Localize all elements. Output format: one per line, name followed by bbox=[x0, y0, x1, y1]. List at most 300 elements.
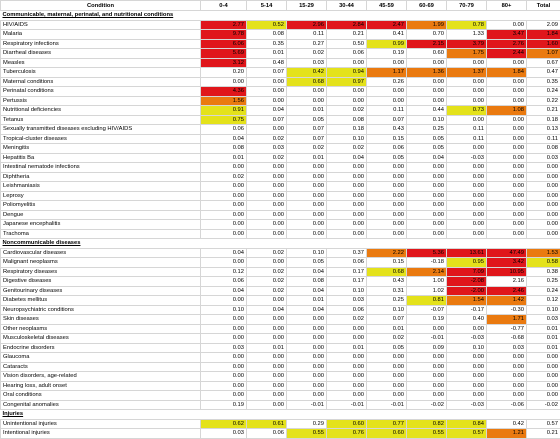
value-cell: 0.05 bbox=[287, 115, 327, 125]
condition-name: Diarrheal diseases bbox=[1, 49, 201, 59]
value-cell: 0.05 bbox=[287, 258, 327, 268]
value-cell: 0.02 bbox=[201, 172, 247, 182]
value-cell: 0.17 bbox=[327, 277, 367, 287]
value-cell: 0.03 bbox=[527, 153, 560, 163]
condition-name: Neuropsychiatric conditions bbox=[1, 305, 201, 315]
value-cell: 0.00 bbox=[201, 324, 247, 334]
table-body bbox=[1, 11, 560, 439]
value-cell: 0.04 bbox=[287, 286, 327, 296]
value-cell: 0.00 bbox=[447, 182, 487, 192]
value-cell: 0.00 bbox=[487, 191, 527, 201]
value-cell: 0.06 bbox=[327, 258, 367, 268]
column-header: 30-44 bbox=[327, 1, 367, 11]
value-cell: 0.04 bbox=[201, 248, 247, 258]
value-cell: 0.03 bbox=[487, 343, 527, 353]
value-cell: 0.08 bbox=[247, 30, 287, 40]
condition-name: Japanese encephalitis bbox=[1, 220, 201, 230]
value-cell: 0.38 bbox=[527, 267, 560, 277]
value-cell: 0.08 bbox=[287, 277, 327, 287]
value-cell: 0.00 bbox=[367, 58, 407, 68]
value-cell: 0.00 bbox=[247, 77, 287, 87]
value-cell: 0.00 bbox=[447, 372, 487, 382]
value-cell: 0.00 bbox=[487, 58, 527, 68]
value-cell: 0.00 bbox=[367, 172, 407, 182]
value-cell: 1.08 bbox=[487, 106, 527, 116]
value-cell: 0.00 bbox=[527, 210, 560, 220]
value-cell: 2.47 bbox=[367, 20, 407, 30]
value-cell: 0.00 bbox=[201, 258, 247, 268]
value-cell: 0.05 bbox=[407, 134, 447, 144]
value-cell: 1.53 bbox=[527, 248, 560, 258]
value-cell: 0.00 bbox=[487, 372, 527, 382]
value-cell: 0.68 bbox=[287, 77, 327, 87]
value-cell: 0.00 bbox=[201, 220, 247, 230]
value-cell: 0.67 bbox=[527, 58, 560, 68]
value-cell: -0.30 bbox=[487, 305, 527, 315]
value-cell: 0.95 bbox=[447, 258, 487, 268]
value-cell: 0.00 bbox=[447, 87, 487, 97]
condition-name: Tuberculosis bbox=[1, 68, 201, 78]
value-cell: 0.41 bbox=[367, 30, 407, 40]
value-cell: 0.00 bbox=[327, 334, 367, 344]
value-cell: 0.06 bbox=[367, 144, 407, 154]
table-row bbox=[1, 324, 560, 334]
value-cell: 0.07 bbox=[247, 68, 287, 78]
value-cell: 0.11 bbox=[527, 134, 560, 144]
value-cell: 0.40 bbox=[447, 315, 487, 325]
value-cell: 0.37 bbox=[327, 248, 367, 258]
table-row bbox=[1, 106, 560, 116]
value-cell: 0.00 bbox=[287, 96, 327, 106]
value-cell: 0.11 bbox=[447, 125, 487, 135]
value-cell: 0.00 bbox=[201, 229, 247, 239]
value-cell: 0.07 bbox=[367, 315, 407, 325]
value-cell: -0.77 bbox=[487, 324, 527, 334]
value-cell: 0.00 bbox=[247, 229, 287, 239]
value-cell: -0.03 bbox=[447, 334, 487, 344]
value-cell: 0.15 bbox=[367, 134, 407, 144]
value-cell: 0.00 bbox=[367, 353, 407, 363]
value-cell: 0.13 bbox=[527, 125, 560, 135]
value-cell: 0.00 bbox=[407, 324, 447, 334]
table-row bbox=[1, 391, 560, 401]
value-cell: 0.00 bbox=[247, 125, 287, 135]
value-cell: 0.05 bbox=[367, 343, 407, 353]
value-cell: 0.00 bbox=[487, 381, 527, 391]
value-cell: -0.02 bbox=[407, 400, 447, 410]
value-cell: 0.68 bbox=[367, 267, 407, 277]
value-cell: 0.00 bbox=[287, 210, 327, 220]
table-row bbox=[1, 87, 560, 97]
value-cell: 0.01 bbox=[201, 153, 247, 163]
value-cell: 1.42 bbox=[487, 296, 527, 306]
value-cell: 0.00 bbox=[407, 220, 447, 230]
table-row bbox=[1, 210, 560, 220]
value-cell: 0.00 bbox=[487, 153, 527, 163]
value-cell: 0.20 bbox=[201, 68, 247, 78]
value-cell: 0.00 bbox=[487, 220, 527, 230]
value-cell: 1.02 bbox=[407, 286, 447, 296]
value-cell: 0.10 bbox=[201, 305, 247, 315]
value-cell: 0.00 bbox=[407, 210, 447, 220]
value-cell: 0.11 bbox=[367, 106, 407, 116]
value-cell: 0.00 bbox=[367, 87, 407, 97]
value-cell: 0.07 bbox=[367, 115, 407, 125]
value-cell: 2.76 bbox=[487, 39, 527, 49]
value-cell: 0.00 bbox=[487, 77, 527, 87]
value-cell: 0.04 bbox=[327, 153, 367, 163]
value-cell: 13.61 bbox=[447, 248, 487, 258]
value-cell: 0.21 bbox=[527, 429, 560, 439]
value-cell: 0.00 bbox=[247, 353, 287, 363]
condition-name: Cardiovascular diseases bbox=[1, 248, 201, 258]
table-row bbox=[1, 153, 560, 163]
value-cell: 0.00 bbox=[407, 172, 447, 182]
value-cell: 0.00 bbox=[367, 391, 407, 401]
value-cell: 0.00 bbox=[247, 87, 287, 97]
value-cell: 0.04 bbox=[407, 153, 447, 163]
value-cell: 0.00 bbox=[527, 172, 560, 182]
table-row bbox=[1, 201, 560, 211]
value-cell: 0.00 bbox=[527, 229, 560, 239]
value-cell: 0.00 bbox=[527, 220, 560, 230]
value-cell: -2.08 bbox=[447, 277, 487, 287]
value-cell: 1.75 bbox=[447, 49, 487, 59]
value-cell: 0.11 bbox=[287, 30, 327, 40]
value-cell: 0.55 bbox=[407, 429, 447, 439]
value-cell: 0.00 bbox=[407, 353, 447, 363]
value-cell: 7.09 bbox=[447, 267, 487, 277]
value-cell: 0.10 bbox=[407, 115, 447, 125]
value-cell: -0.01 bbox=[367, 400, 407, 410]
value-cell: 0.00 bbox=[287, 343, 327, 353]
value-cell: 0.00 bbox=[447, 229, 487, 239]
value-cell: 0.17 bbox=[327, 267, 367, 277]
value-cell: 0.00 bbox=[247, 163, 287, 173]
value-cell: 0.12 bbox=[527, 296, 560, 306]
value-cell: 0.00 bbox=[447, 391, 487, 401]
value-cell: 0.02 bbox=[327, 315, 367, 325]
value-cell: 0.00 bbox=[367, 191, 407, 201]
value-cell: 0.05 bbox=[407, 144, 447, 154]
value-cell: 0.57 bbox=[447, 429, 487, 439]
value-cell: -0.01 bbox=[327, 400, 367, 410]
value-cell: -2.00 bbox=[447, 286, 487, 296]
value-cell: 0.52 bbox=[247, 20, 287, 30]
value-cell: 0.00 bbox=[487, 87, 527, 97]
value-cell: 0.29 bbox=[287, 419, 327, 429]
value-cell: 0.00 bbox=[201, 201, 247, 211]
value-cell: 0.00 bbox=[407, 381, 447, 391]
value-cell: 0.00 bbox=[247, 220, 287, 230]
value-cell: 0.00 bbox=[367, 210, 407, 220]
condition-name: Other neoplasms bbox=[1, 324, 201, 334]
value-cell: -0.02 bbox=[527, 400, 560, 410]
value-cell: 2.96 bbox=[287, 20, 327, 30]
value-cell: 0.02 bbox=[247, 134, 287, 144]
value-cell: 0.02 bbox=[287, 144, 327, 154]
value-cell: -0.03 bbox=[447, 153, 487, 163]
value-cell: 0.00 bbox=[201, 362, 247, 372]
value-cell: 0.03 bbox=[247, 144, 287, 154]
value-cell: 0.00 bbox=[247, 258, 287, 268]
value-cell: 0.21 bbox=[327, 30, 367, 40]
value-cell: 0.10 bbox=[287, 248, 327, 258]
value-cell: 0.06 bbox=[327, 49, 367, 59]
value-cell: 0.00 bbox=[447, 96, 487, 106]
value-cell: 1.71 bbox=[487, 315, 527, 325]
column-header: 15-29 bbox=[287, 1, 327, 11]
table-row bbox=[1, 191, 560, 201]
condition-name: Respiratory diseases bbox=[1, 267, 201, 277]
table-row bbox=[1, 353, 560, 363]
value-cell: 0.00 bbox=[247, 172, 287, 182]
value-cell: 0.00 bbox=[407, 362, 447, 372]
value-cell: 0.00 bbox=[447, 324, 487, 334]
table-row bbox=[1, 77, 560, 87]
value-cell: 0.00 bbox=[247, 315, 287, 325]
value-cell: 0.50 bbox=[327, 39, 367, 49]
value-cell: 0.35 bbox=[247, 39, 287, 49]
value-cell: 0.12 bbox=[201, 267, 247, 277]
value-cell: 0.00 bbox=[447, 144, 487, 154]
condition-name: Musculoskeletal diseases bbox=[1, 334, 201, 344]
section-title: Communicable, maternal, perinatal, and nutritional conditions bbox=[1, 11, 560, 21]
value-cell: 0.70 bbox=[407, 30, 447, 40]
value-cell: 0.00 bbox=[327, 191, 367, 201]
section-title: Injuries bbox=[1, 410, 560, 420]
value-cell: 0.58 bbox=[527, 258, 560, 268]
value-cell: 0.01 bbox=[287, 106, 327, 116]
value-cell: 0.15 bbox=[367, 258, 407, 268]
value-cell: 0.06 bbox=[201, 277, 247, 287]
value-cell: 0.11 bbox=[447, 134, 487, 144]
value-cell: 2.22 bbox=[367, 248, 407, 258]
value-cell: 0.00 bbox=[287, 191, 327, 201]
value-cell: 0.25 bbox=[527, 277, 560, 287]
value-cell: 3.12 bbox=[201, 58, 247, 68]
value-cell: 0.00 bbox=[447, 201, 487, 211]
value-cell: 0.00 bbox=[327, 182, 367, 192]
value-cell: 0.00 bbox=[201, 296, 247, 306]
value-cell: 0.42 bbox=[287, 68, 327, 78]
value-cell: 0.02 bbox=[247, 286, 287, 296]
value-cell: 0.02 bbox=[367, 334, 407, 344]
table-row bbox=[1, 134, 560, 144]
value-cell: 0.04 bbox=[287, 267, 327, 277]
value-cell: -0.18 bbox=[407, 258, 447, 268]
value-cell: 0.77 bbox=[367, 419, 407, 429]
value-cell: 47.49 bbox=[487, 248, 527, 258]
value-cell: 0.00 bbox=[407, 58, 447, 68]
value-cell: 0.00 bbox=[447, 172, 487, 182]
value-cell: 0.00 bbox=[407, 191, 447, 201]
value-cell: 0.00 bbox=[407, 391, 447, 401]
value-cell: 0.00 bbox=[407, 87, 447, 97]
value-cell: 0.31 bbox=[367, 286, 407, 296]
table-row bbox=[1, 220, 560, 230]
table-row bbox=[1, 296, 560, 306]
value-cell: 0.00 bbox=[287, 324, 327, 334]
value-cell: 0.00 bbox=[367, 220, 407, 230]
value-cell: 0.00 bbox=[487, 96, 527, 106]
value-cell: 0.00 bbox=[367, 381, 407, 391]
condition-name: Hearing loss, adult onset bbox=[1, 381, 201, 391]
value-cell: 0.00 bbox=[367, 182, 407, 192]
condition-name: Congenital anomalies bbox=[1, 400, 201, 410]
table-row bbox=[1, 172, 560, 182]
value-cell: 0.42 bbox=[487, 419, 527, 429]
value-cell: 0.09 bbox=[407, 343, 447, 353]
column-header: Total bbox=[527, 1, 560, 11]
value-cell: 0.55 bbox=[287, 429, 327, 439]
value-cell: 0.10 bbox=[367, 305, 407, 315]
condition-name: Perinatal conditions bbox=[1, 87, 201, 97]
value-cell: -0.01 bbox=[287, 400, 327, 410]
value-cell: 0.06 bbox=[201, 125, 247, 135]
value-cell: 0.19 bbox=[407, 315, 447, 325]
value-cell: 0.00 bbox=[201, 334, 247, 344]
value-cell: 0.07 bbox=[287, 125, 327, 135]
value-cell: 1.33 bbox=[447, 30, 487, 40]
value-cell: 0.00 bbox=[287, 87, 327, 97]
value-cell: 0.02 bbox=[247, 248, 287, 258]
condition-name: Tropical-cluster diseases bbox=[1, 134, 201, 144]
value-cell: 0.02 bbox=[247, 153, 287, 163]
table-row bbox=[1, 372, 560, 382]
value-cell: 0.00 bbox=[407, 372, 447, 382]
value-cell: 0.00 bbox=[201, 210, 247, 220]
table-row bbox=[1, 115, 560, 125]
condition-name: Meningitis bbox=[1, 144, 201, 154]
value-cell: 0.00 bbox=[327, 172, 367, 182]
value-cell: 0.00 bbox=[407, 77, 447, 87]
value-cell: -0.17 bbox=[447, 305, 487, 315]
value-cell: 0.00 bbox=[447, 381, 487, 391]
value-cell: 0.00 bbox=[487, 125, 527, 135]
value-cell: 0.08 bbox=[327, 115, 367, 125]
value-cell: 0.00 bbox=[327, 58, 367, 68]
value-cell: 0.04 bbox=[247, 305, 287, 315]
column-header: 80+ bbox=[487, 1, 527, 11]
value-cell: 0.00 bbox=[447, 191, 487, 201]
value-cell: 0.97 bbox=[327, 77, 367, 87]
value-cell: 0.00 bbox=[407, 229, 447, 239]
condition-name: Hepatitis Bа bbox=[1, 153, 201, 163]
value-cell: 0.00 bbox=[527, 391, 560, 401]
value-cell: 0.00 bbox=[287, 172, 327, 182]
value-cell: 0.00 bbox=[527, 191, 560, 201]
value-cell: 0.00 bbox=[327, 210, 367, 220]
value-cell: 0.78 bbox=[447, 20, 487, 30]
value-cell: 0.76 bbox=[327, 429, 367, 439]
value-cell: 0.03 bbox=[327, 296, 367, 306]
value-cell: 2.84 bbox=[327, 20, 367, 30]
table-row bbox=[1, 20, 560, 30]
table-row bbox=[1, 419, 560, 429]
column-header: 45-59 bbox=[367, 1, 407, 11]
value-cell: 0.47 bbox=[527, 68, 560, 78]
value-cell: 0.75 bbox=[201, 115, 247, 125]
value-cell: 0.26 bbox=[367, 77, 407, 87]
column-header: 70-79 bbox=[447, 1, 487, 11]
table-row bbox=[1, 286, 560, 296]
value-cell: 0.00 bbox=[247, 210, 287, 220]
value-cell: 0.00 bbox=[447, 362, 487, 372]
value-cell: 0.00 bbox=[327, 96, 367, 106]
value-cell: 9.78 bbox=[201, 30, 247, 40]
condition-name: Cataracts bbox=[1, 362, 201, 372]
value-cell: 0.02 bbox=[287, 49, 327, 59]
value-cell: 0.00 bbox=[447, 353, 487, 363]
value-cell: 0.00 bbox=[327, 372, 367, 382]
table-row bbox=[1, 96, 560, 106]
value-cell: 2.09 bbox=[527, 20, 560, 30]
table-row bbox=[1, 39, 560, 49]
value-cell: 0.00 bbox=[447, 77, 487, 87]
condition-name: Skin diseases bbox=[1, 315, 201, 325]
condition-name: Poliomyelitis bbox=[1, 201, 201, 211]
value-cell: 0.62 bbox=[201, 419, 247, 429]
value-cell: 0.03 bbox=[201, 429, 247, 439]
value-cell: 0.00 bbox=[201, 77, 247, 87]
value-cell: 0.00 bbox=[487, 182, 527, 192]
value-cell: 1.00 bbox=[407, 277, 447, 287]
column-header: 0-4 bbox=[201, 1, 247, 11]
condition-name: Dengue bbox=[1, 210, 201, 220]
value-cell: 0.25 bbox=[407, 125, 447, 135]
value-cell: 0.00 bbox=[287, 163, 327, 173]
value-cell: 0.99 bbox=[367, 39, 407, 49]
value-cell: 0.00 bbox=[487, 134, 527, 144]
value-cell: 0.00 bbox=[487, 210, 527, 220]
condition-name: Malaria bbox=[1, 30, 201, 40]
value-cell: 0.00 bbox=[527, 201, 560, 211]
value-cell: 6.06 bbox=[201, 39, 247, 49]
value-cell: 0.82 bbox=[407, 419, 447, 429]
value-cell: 0.00 bbox=[487, 144, 527, 154]
value-cell: 0.00 bbox=[201, 353, 247, 363]
value-cell: 0.00 bbox=[287, 381, 327, 391]
value-cell: 0.00 bbox=[201, 381, 247, 391]
value-cell: 0.02 bbox=[247, 267, 287, 277]
value-cell: 2.15 bbox=[407, 39, 447, 49]
value-cell: 0.00 bbox=[287, 362, 327, 372]
value-cell: 5.69 bbox=[201, 49, 247, 59]
value-cell: 0.00 bbox=[487, 391, 527, 401]
value-cell: 0.00 bbox=[367, 163, 407, 173]
value-cell: 3.79 bbox=[447, 39, 487, 49]
value-cell: 0.00 bbox=[527, 372, 560, 382]
value-cell: 1.99 bbox=[407, 20, 447, 30]
value-cell: 0.02 bbox=[247, 277, 287, 287]
value-cell: 0.08 bbox=[527, 144, 560, 154]
value-cell: 1.84 bbox=[527, 30, 560, 40]
value-cell: 2.14 bbox=[407, 267, 447, 277]
value-cell: 0.10 bbox=[527, 305, 560, 315]
value-cell: 0.00 bbox=[201, 391, 247, 401]
value-cell: 0.07 bbox=[287, 134, 327, 144]
section-header-row bbox=[1, 239, 560, 249]
value-cell: -0.03 bbox=[447, 400, 487, 410]
value-cell: 0.00 bbox=[487, 172, 527, 182]
value-cell: 0.01 bbox=[247, 343, 287, 353]
value-cell: 0.00 bbox=[407, 163, 447, 173]
table-row bbox=[1, 258, 560, 268]
condition-name: Malignant neoplasms bbox=[1, 258, 201, 268]
condition-name: Pertussis bbox=[1, 96, 201, 106]
value-cell: 0.25 bbox=[367, 296, 407, 306]
